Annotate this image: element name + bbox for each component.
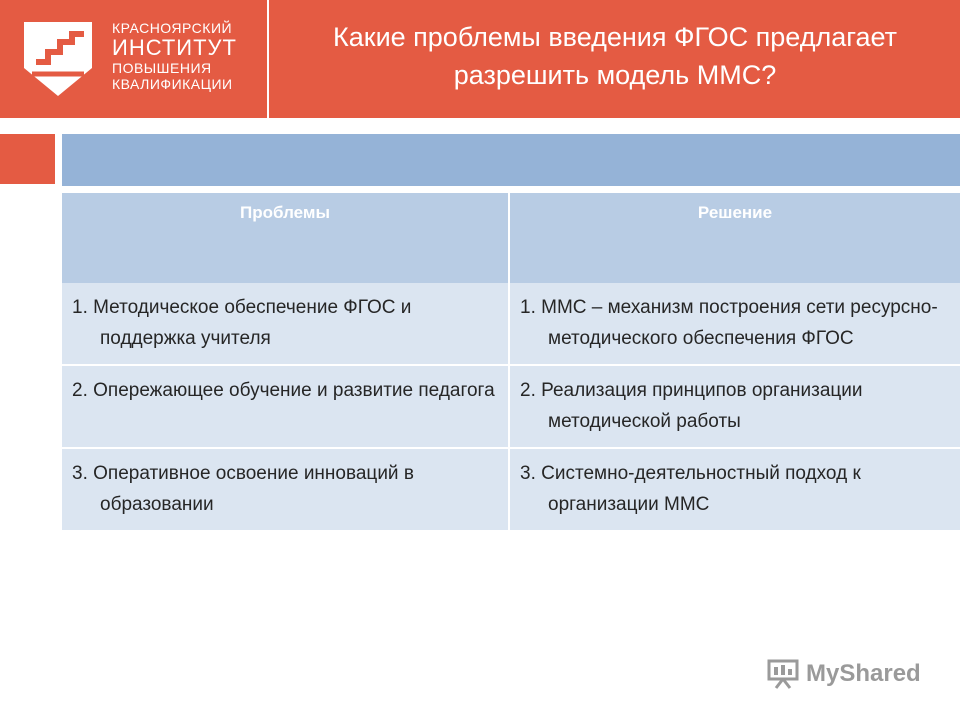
header-problems: Проблемы [62,193,510,283]
watermark-text: MyShared [806,660,921,687]
table-title-bar [62,134,960,186]
solution-cell [510,364,960,447]
slide-title [285,18,945,94]
myshared-watermark [766,656,926,692]
solution-text: 3. Системно-деятельностный подход к организации ММС [520,463,861,515]
problem-cell [62,364,510,447]
table-row [62,283,960,364]
institute-logo-icon [22,18,94,98]
problem-cell [62,283,510,364]
table-header-row [62,193,960,283]
accent-square [0,134,55,184]
slide-title-line-2: разрешить модель ММС? [453,60,777,90]
solution-cell [510,447,960,530]
solution-cell [510,283,960,364]
header-solution: Решение [510,193,960,283]
header-divider [267,0,269,118]
institute-name [112,20,237,92]
logo-line-2: ИНСТИТУТ [112,35,237,60]
table-row [62,447,960,530]
problem-text: 3. Оперативное освоение инноваций в образовании [72,463,414,515]
comparison-table [62,193,960,530]
comparison-table-container [58,131,960,563]
problem-text: 1. Методическое обеспечение ФГОС и поддержка учителя [72,297,412,349]
logo-line-4: КВАЛИФИКАЦИИ [112,76,233,92]
logo-line-3: ПОВЫШЕНИЯ [112,60,212,76]
problem-text: 2. Опережающее обучение и развитие педагога [72,380,495,401]
slide-title-line-1: Какие проблемы введения ФГОС предлагает [333,22,897,52]
logo-line-1: КРАСНОЯРСКИЙ [112,20,233,36]
solution-text: 1. ММС – механизм построения сети ресурсно-методического обеспечения ФГОС [520,297,938,349]
slide-header [0,0,960,118]
solution-text: 2. Реализация принципов организации методической работы [520,380,863,432]
projector-screen-icon [766,659,800,689]
table-row [62,364,960,447]
problem-cell [62,447,510,530]
